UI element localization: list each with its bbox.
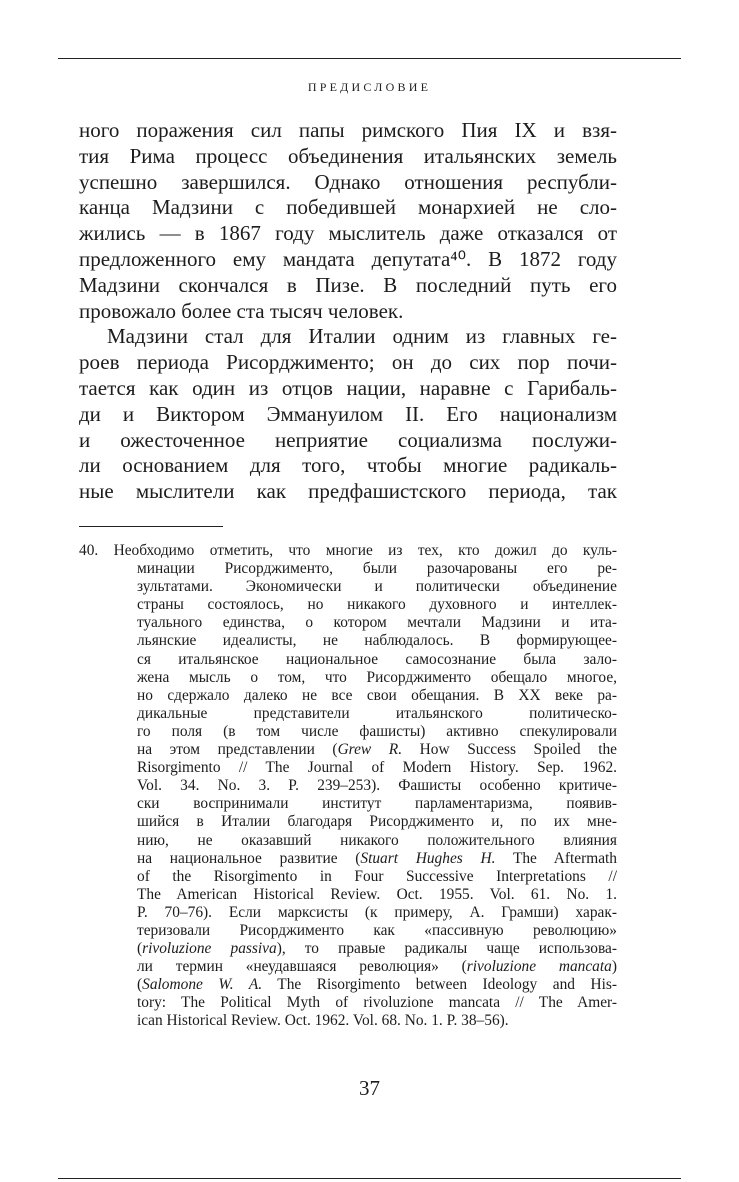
- footnote-line: tory: The Political Myth of rivoluzione mancata // The Amer-: [137, 994, 617, 1012]
- footnote-line: минации Рисорджименто, были разочарованы его ре-: [137, 560, 617, 578]
- footnote-text: The Risorgimento between Ideology and His-: [262, 976, 617, 994]
- body-line: предложенного ему мандата депутата⁴⁰. В 1872 году: [79, 246, 617, 271]
- italic-term: rivoluzione mancata: [466, 958, 612, 976]
- body-line: канца Мадзини с победившей монархией не сло-: [79, 195, 617, 220]
- footnote-line: туального единства, о котором мечтали Мадзини и ита-: [137, 614, 617, 632]
- top-rule: [58, 58, 681, 59]
- body-line: ные мыслители как предфашистского периода, так: [79, 479, 617, 504]
- footnote-line: ся итальянское национальное самосознание была зало-: [137, 650, 617, 668]
- footnote-line: льянские идеалисты, не наблюдалось. В формирующее-: [137, 632, 617, 650]
- body-line: жились — в 1867 году мыслитель даже отказался от: [79, 221, 617, 246]
- bottom-rule: [58, 1178, 681, 1179]
- footnote-line: [79, 940, 617, 958]
- footnote-text: How Success Spoiled the: [402, 741, 617, 759]
- author-name: Stuart Hughes H.: [360, 849, 496, 867]
- footnote-line: Risorgimento // The Journal of Modern History. Sep. 1962.: [137, 759, 617, 777]
- footnote-text: (: [137, 940, 143, 958]
- footnote-text: на этом представлении (: [137, 741, 338, 759]
- page-number: 37: [359, 1076, 380, 1100]
- footnote-line: 40. Необходимо отметить, что многие из тех, кто дожил до куль-: [79, 542, 617, 559]
- footnote-text: на национальное развитие (: [137, 849, 361, 867]
- footnote-line: дикальные представители итальянского политическо-: [137, 704, 617, 722]
- footnote-line: теризовали Рисорджименто как «пассивную революцию»: [137, 921, 617, 939]
- footnote-text: ли термин «неудавшаяся революция» (: [137, 958, 467, 976]
- footnote-text: (: [137, 976, 143, 994]
- footnote-text: The Aftermath: [495, 849, 617, 867]
- body-line: ного поражения сил папы римского Пия IX и взя-: [79, 118, 617, 142]
- footnote-line: P. 70–76). Если марксисты (к примеру, А. Грамши) харак-: [137, 903, 617, 921]
- body-line: успешно завершился. Однако отношения республи-: [79, 169, 617, 194]
- body-line: роев периода Рисорджименто; он до сих пор почи-: [79, 350, 617, 375]
- body-line: Мадзини скончался в Пизе. В последний путь его: [79, 272, 617, 297]
- footnote-line: но сдержало далеко не все свои обещания. В XX веке ра-: [137, 686, 617, 704]
- footnote-line: нию, не оказавший никакого положительного влияния: [137, 831, 617, 849]
- main-text: [79, 118, 617, 505]
- footnote-line: [79, 976, 617, 994]
- body-line: Мадзини стал для Италии одним из главных ге-: [107, 324, 617, 349]
- running-head: ПРЕДИСЛОВИЕ: [307, 80, 432, 94]
- footnote-text: ): [611, 958, 617, 976]
- footnote-line: го поля (в том числе фашисты) активно спекулировали: [137, 722, 617, 740]
- body-line: тается как один из отцов нации, наравне с Гарибаль-: [79, 375, 617, 400]
- footnote-line: ски воспринимали институт парламентаризма, появив-: [137, 795, 617, 813]
- footnote-line: of the Risorgimento in Four Successive Interpretations //: [137, 867, 617, 885]
- footnote-line: страны состоялось, но никакого духовного и интеллек-: [137, 596, 617, 614]
- body-line: тия Рима процесс объединения итальянских земель: [79, 143, 617, 168]
- author-name: Grew R.: [337, 741, 403, 759]
- italic-term: rivoluzione passiva: [142, 940, 277, 958]
- footnote-line: The American Historical Review. Oct. 1955. Vol. 61. No. 1.: [137, 885, 617, 903]
- footnote-rule: [79, 526, 223, 527]
- footnote-line: ican Historical Review. Oct. 1962. Vol. 68. No. 1. P. 38–56).: [137, 1012, 509, 1030]
- footnote-line: [79, 741, 617, 759]
- footnote-line: Vol. 34. No. 3. P. 239–253). Фашисты особенно критиче-: [137, 777, 617, 795]
- body-line: ди и Виктором Эммануилом II. Его национализм: [79, 401, 617, 426]
- footnote-40: [79, 542, 617, 1031]
- footnote-line: зультатами. Экономически и политически объединение: [137, 578, 617, 596]
- body-line: провожало более ста тысяч человек.: [79, 298, 404, 323]
- author-name: Salomone W. A.: [142, 976, 263, 994]
- footnote-text: ), то правые радикалы чаще использова-: [276, 940, 617, 958]
- footnote-line: [79, 958, 617, 976]
- body-line: и ожесточенное неприятие социализма послужи-: [79, 427, 617, 452]
- body-line: ли основанием для того, чтобы многие радикаль-: [79, 453, 617, 478]
- footnote-line: [79, 850, 617, 868]
- footnote-line: жена мысль о том, что Рисорджименто обещало многое,: [137, 668, 617, 686]
- footnote-line: шийся в Италии благодаря Рисорджименто и, по их мне-: [137, 813, 617, 831]
